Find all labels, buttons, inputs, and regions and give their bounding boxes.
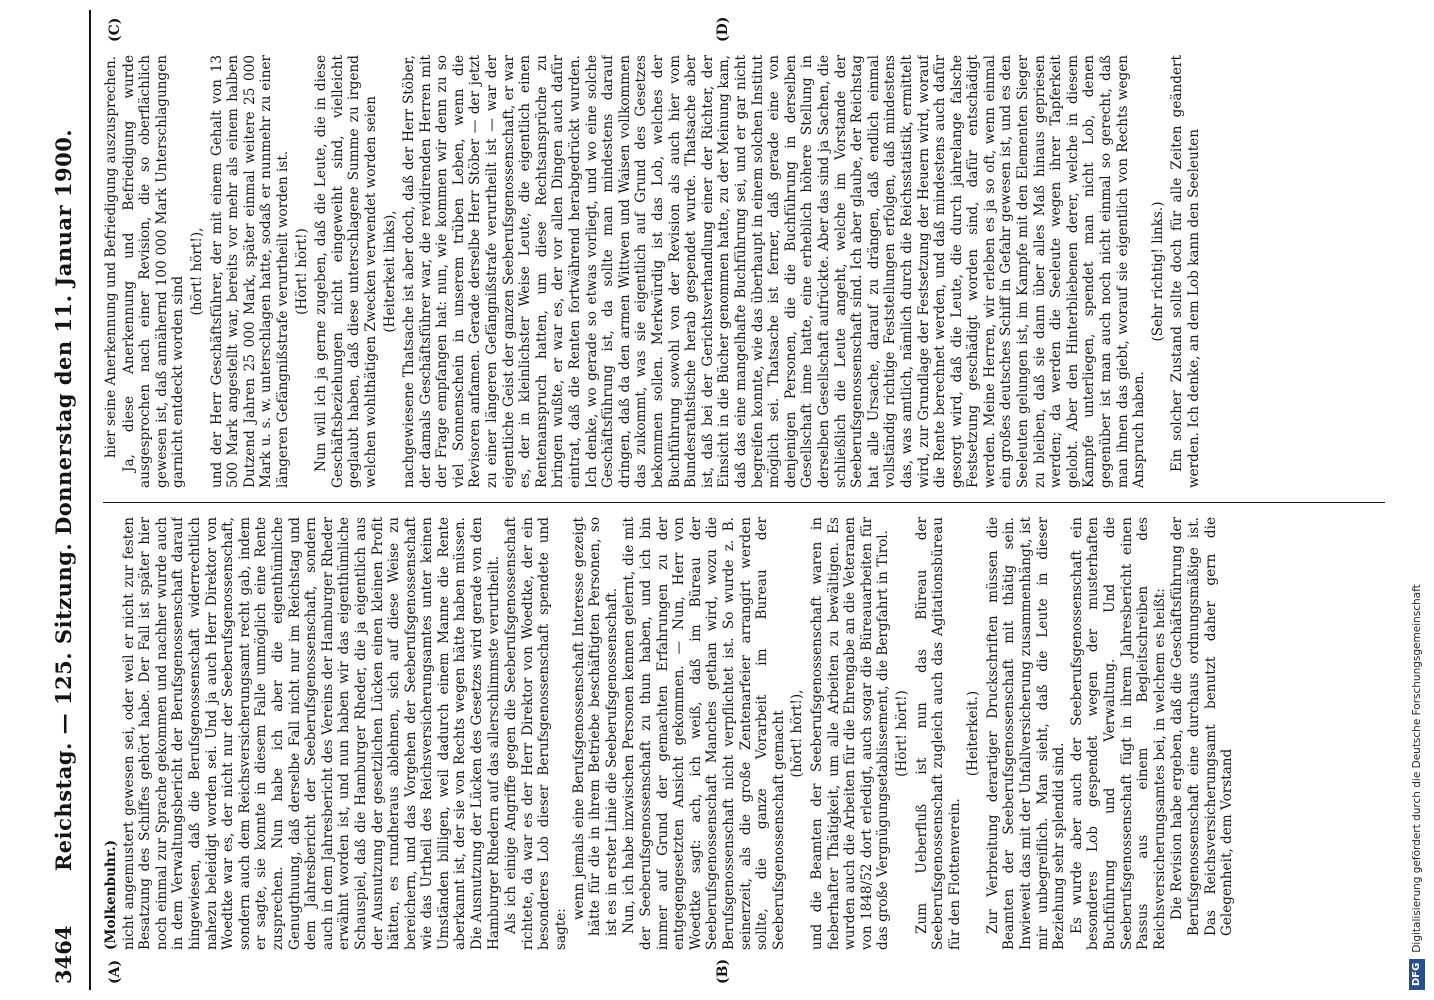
header-rule — [89, 10, 91, 990]
paragraph: Ein solcher Zustand sollte doch für alle Zeiten geändert werden. Ich denke, an dem Lob kann den Seeleuten — [1169, 55, 1202, 488]
margin-mark-d: (D) — [715, 16, 731, 42]
paragraph: Nun will ich ja gerne zugeben, daß die Leute, die in diese Geschäftsbeziehungen nicht eingeweiht sind, vielleicht geglaubt haben, daß diese unterschlagene Summe zu irgend welchen wohlthätigen Zwecken verwendet worden seien — [313, 55, 379, 488]
column-divider — [103, 502, 1385, 503]
watermark-text: Digitalisierung gefördert durch die Deutsche Forschungsgemeinschaft — [1411, 584, 1423, 953]
speaker-name: (Molkenbuhr.) — [103, 839, 119, 950]
interjection: (Sehr richtig! links.) — [1149, 201, 1166, 342]
paragraph: und der Herr Geschäftsführer, der mit einem Gehalt von 13 500 Mark angestellt war, bereits vor mehr als einem halben Dutzend Jahren 25 000 Mark, später einmal weitere 25 000 Mark u. s. w. unterschlagen hatte, sodaß er nunmehr zu einer längeren Gefängnißstrafe verurtheilt worden ist. — [208, 55, 291, 488]
interjection: (hört! hört!), — [188, 227, 205, 316]
paragraph: Zum Ueberfluß ist nun das Büreau der Seeberufsgenossenschaft zugleich auch das Agitationsbüreau für den Flottenverein. — [913, 517, 963, 950]
page-number: 3464 — [51, 925, 76, 984]
interjection: (hört! hört!), — [789, 689, 806, 778]
paragraph: Die Revision habe ergeben, daß die Geschäftsführung der Berufsgenossenschaft eine durchaus ordnungsmäßige ist. Das Reichsversicherungsamt benutzt daher gern die Gelegenheit, dem Vorstand — [1169, 517, 1236, 936]
dfg-logo: DFG — [1409, 959, 1425, 990]
margin-mark-c: (C) — [107, 17, 123, 42]
paragraph: nachgewiesene Thatsache ist aber doch, daß der Herr Stöber, der damals Geschäftsführer war, die revidirenden Herren mit der Frage empfangen hat: nun, wie kommen wir denn zu so viel Sonnenschein in unserem trüben Leben, wenn die Revisoren anfamen. Gerade derselbe Herr Stöber — der jetzt zu einer längeren Gefängnißstrafe verurtheilt ist — war der eigentliche Geist der ganzen Seeberufsgenossenschaft, er war es, der in kleinlichster Weise Leute, die eigentlich einen Rentenanspruch hatten, um diese Rechtsansprüche zu bringen wußte, er war es, der vor allen Dingen auch dafür eintrat, daß die Renten fortwährend herabgedrückt wurden. Ich denke, wo gerade so etwas vorliegt, und wo eine solche Geschäftsführung ist, da sollte man mindestens darauf dringen, daß da den armen Wittwen und Waisen vollkommen das zukommt, was sie eigentlich auf Grund des Gesetzes bekommen sollen. Merkwürdig ist das Lob, welches der Buchführung sowohl von der Revision als auch hier vom Bundesrathstische herab gespendet wurde. Thatsache aber ist, daß bei der Gerichtsverhandlung einer der Richter, der Einsicht in die Bücher genommen hatte, zu der Meinung kam, daß das eine mangelhafte Buchführung sei, und er gar nicht begreifen konnte, wie das überhaupt in einem solchen Institut möglich sei. Thatsache ist ferner, daß gerade eine von denjenigen Personen, die die Buchführung in derselben Gesellschaft inne hatte, eine erheblich höhere Stellung in derselben Gesellschaft aufrückte. Aber das sind ja Sachen, die schließlich die Leute angeht, welche im Vorstande der Seeberufsgenossenschaft sind. Ich aber glaube, der Reichstag hat alle Ursache, darauf zu drängen, daß endlich einmal vollständig richtige Feststellungen erfolgen, daß mindestens das, was amtlich, nämlich durch die Reichsstatistik, ermittelt wird, zur Grundlage der Festsetzung der Heuern wird, worauf die Rente berechnet werden, und daß mindestens auch dafür gesorgt wird, daß die Leute, die durch jahrelange falsche Festsetzung geschädigt worden sind, dafür entschädigt werden. Meine Herren, wir erleben es ja so oft, wenn einmal ein großes deutsches Schiff in Gefahr gewesen ist, und es den Seeleuten gelungen ist, im Kampfe mit den Elementen Sieger zu bleiben, daß sie dann über alles Maß hinaus gepriesen werden; da werden die Seeleute wegen ihrer Tapferkeit gelobt. Aber den Hinterbliebenen derer, welche in diesem Kampfe unterliegen, spendet man nicht Lob, denen gegenüber ist man auch noch nicht einmal so gerecht, daß man ihnen das giebt, worauf sie eigentlich von Rechts wegen Anspruch haben. — [401, 55, 1148, 488]
paragraph: wenn jemals eine Berufsgenossenschaft Interesse gezeigt hätte für die in ihrem Betriebe beschäftigten Personen, so ist es in erster Linie die Seeberufsgenossenschaft. — [570, 517, 620, 936]
paragraph: Als ich einige Angriffe gegen die Seeberufsgenossenschaft richtete, da war es der Herr Direktor von Woedtke, der ein besonderes Lob dieser Berufsgenossenschaft spendete und sagte: — [503, 517, 570, 950]
document-page — [45, 0, 1405, 1000]
paragraph: hier seine Anerkennung und Befriedigung auszusprechen. — [103, 55, 119, 458]
interjection: (Hört! hört!) — [893, 690, 910, 777]
page-header — [45, 0, 105, 1000]
left-column — [103, 517, 1385, 950]
paragraph: nicht angemustert gewesen sei, oder weil er nicht zur festen Besatzung des Schiffes gehört habe. Der Fall ist später hier noch einmal zur Sprache gekommen und nachher wurde auch in dem Verwaltungsbericht der Berufsgenossenschaft darauf hingewiesen, daß die Berufsgenossenschaft widerrechtlich nahezu beleidigt worden sei. Und ja auch Herr Direktor von Woedtke war es, der nicht nur der Seeberufsgenossenschaft, sondern auch dem Reichsversicherungsamt recht gab, indem er sagte, sie konnte in diesem Falle unmöglich eine Rente zusprechen. Nun habe ich aber die eigenthümliche Genugthuung, daß derselbe Fall nicht nur im Reichstag und dem Jahresbericht der Seeberufsgenossenschaft, sondern auch in dem Jahresbericht des Vereins der Hamburger Rheder erwähnt worden ist, und nun haben wir das eigenthümliche Schauspiel, daß die Hamburger Rheder, die ja eigentlich aus der Ausnutzung der gesetzlichen Lücken einen kleinen Profit hätten, es rundheraus ablehnen, sich auf diese Weise zu bereichern, und das Vorgehen der Seeberufsgenossenschaft wie das Urtheil des Reichsversicherungsamtes unter keinen Umständen billigen, weil dadurch einem Manne die Rente aberkannt ist, der sie von Rechts wegen hätte haben müssen. Die Ausnutzung der Lücken des Gesetzes wird gerade von den Hamburger Rhedern auf das allerschlimmste verurtheilt. — [120, 517, 502, 950]
running-head: Reichstag. — 125. Sitzung. Donnerstag den 11. Januar 1900. — [51, 128, 76, 872]
interjection: (Hört! hört!) — [293, 228, 310, 315]
interjection: (Heiterkeit links), — [381, 210, 398, 333]
margin-mark-b: (B) — [715, 958, 731, 984]
interjection: (Heiterkeit.) — [965, 690, 982, 777]
margin-mark-a: (A) — [107, 959, 123, 984]
right-column — [103, 55, 1385, 488]
paragraph: Zur Verbreitung derartiger Druckschriften müssen die Beamten der Seeberufsgenossenschaft mit thätig sein. Inwieweit das mit der Unfallversicherung zusammenhängt, ist mir unbegreiflich. Man sieht, daß die Leute in dieser Beziehung sehr splendid sind. — [984, 517, 1068, 950]
watermark — [1406, 10, 1428, 990]
paragraph: Es wurde aber auch der Seeberufsgenossenschaft ein besonderes Lob gespendet wegen der musterhaften Buchführung und Verwaltung. Und die Seeberufsgenossenschaft fügt in ihrem Jahresbericht einen Passus aus einem Begleitschreiben des Reichsversicherungsamtes bei, in welchem es heißt: — [1068, 517, 1168, 950]
paragraph: Ja, diese Anerkennung und Befriedigung wurde ausgesprochen nach einer Revision, die so oberflächlich gewesen ist, daß annähernd 100 000 Mark Unterschlagungen garnicht entdeckt worden sind — [120, 55, 187, 488]
paragraph: Nun, ich habe inzwischen Personen kennen gelernt, die mit der Seeberufsgenossenschaft zu thun haben, und ich bin immer auf Grund der gemachten Erfahrungen zu der entgegengesetzten Ansicht gekommen. — Nun, Herr von Woedtke sagt: ach, ich weiß, daß im Büreau der Seeberufsgenossenschaft Manches gethan wird, wozu die Berufsgenossenschaft nicht verpflichtet ist. So wurde z. B. seinerzeit, als die große Zentenarfeier arrangirt werden sollte, die ganze Vorarbeit im Bureau der Seeberufsgenossenschaft gemacht — [621, 517, 787, 950]
paragraph: und die Beamten der Seeberufsgenossenschaft waren in fieberhafter Thätigkeit, um alle Arbeiten zu bewältigen. Es wurden auch die Arbeiten für die Ehrengabe an die Veteranen von 1848/52 dort erledigt, auch sogar die Büreauarbeiten für das große Vergnügungsetablissement, die Bergfahrt in Tirol. — [808, 517, 892, 950]
